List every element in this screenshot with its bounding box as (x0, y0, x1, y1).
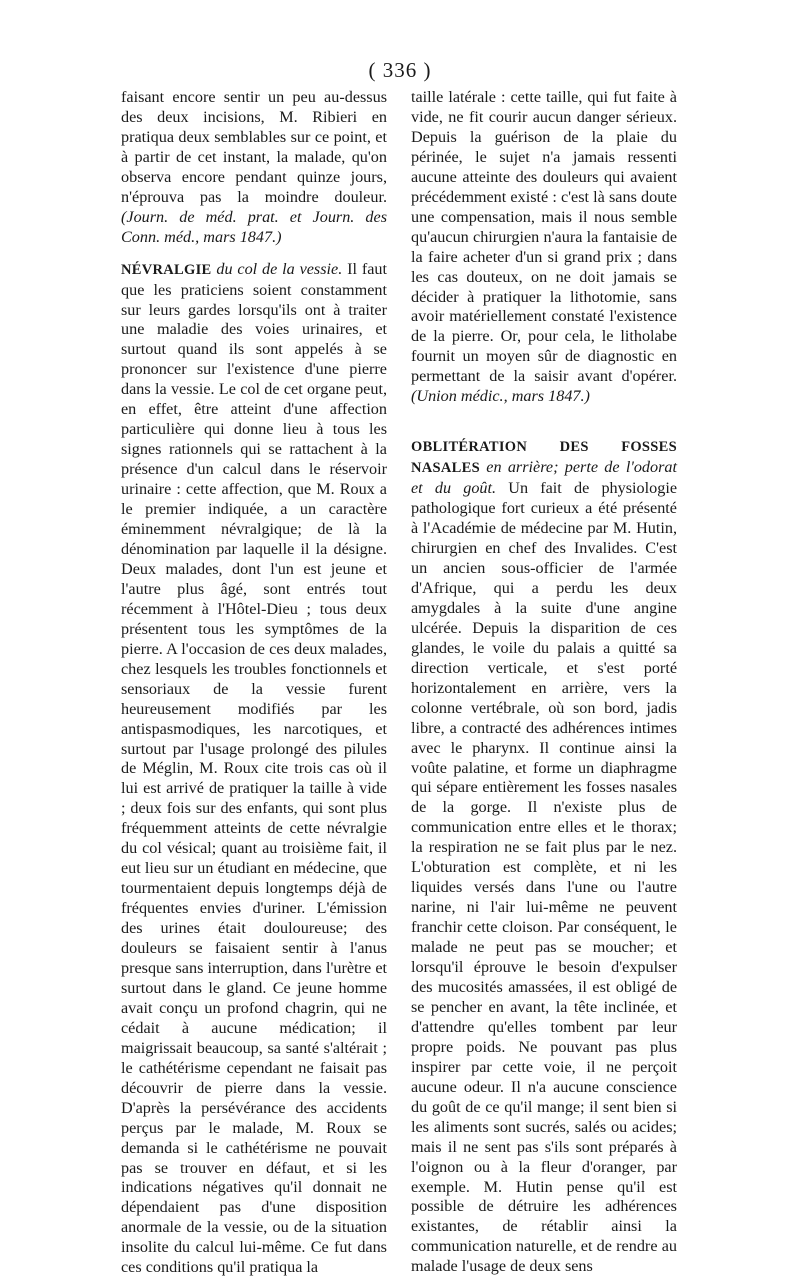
article-subheading: en arrière; perte de l'odorat et du goût. (411, 458, 677, 498)
article-body: Un fait de physiologie pathologique fort curieux a été présenté à l'Académie de médecine par M. Hutin, chirurgien en chef des Invalides. C'est un ancien sous-officier de l'armée d'Afrique, qui a perdu les deux amygdales à la suite d'une angine ulcérée. Depuis la disparition de ces glandes, le voile du palais a quitté sa direction verticale, et s'est porté horizontalement en arrière, vers la colonne vertébrale, où son bord, jadis libre, a contracté des adhérences intimes avec le pharynx. Il continue ainsi la voûte palatine, et forme un diaphragme qui sépare entièrement les fosses nasales de la gorge. Il n'existe plus de communication entre elles et le thorax; la respiration ne se fait plus par le nez. L'obturation est complète, et ni les liquides versés dans l'une ou l'autre narine, ni l'air lui-même ne peuvent franchir cette cloison. Par conséquent, le malade ne peut pas se moucher; et lorsqu'il éprouve le besoin d'expulser des mucosités amassées, il est obligé de se pencher en avant, la tête inclinée, et d'attendre qu'elles tombent par leur propre poids. Ne pouvant pas plus inspirer par cette voie, il ne perçoit aucune odeur. Il n'a aucune conscience du goût de ce qu'il mange; il sent bien si les aliments sont sucrés, salés ou acides; mais il ne sent pas s'ils sont préparés à l'oignon ou à la fleur d'oranger, par exemple. M. Hutin pense qu'il est possible de détruire les adhérences existantes, de rétablir ainsi la communication naturelle, et de rendre au malade l'usage de deux sens (411, 479, 677, 1276)
article-nevralgie (121, 260, 387, 1278)
article-heading: NÉVRALGIE (121, 261, 212, 278)
right-continuation-text: taille latérale : cette taille, qui fut faite à vide, ne fit courir aucun danger sérieux. Depuis la guérison de la plaie du périnée, le sujet n'a jamais ressenti aucune atteinte des douleurs qui avaient précédemment existé : c'est là sans doute une compensation, mais il nous semble qu'aucun chirurgien n'aura la fantaisie de la faire acheter d'un si grand prix ; dans les cas douteux, on ne doit jamais se décider à pratiquer la lithotomie, sans avoir matériellement constaté l'existence de la pierre. Or, pour cela, le litholabe fournit un moyen sûr de diagnostic en permettant de la saisir avant d'opérer. (411, 88, 677, 386)
left-column (121, 88, 387, 1278)
left-continuation-citation: (Journ. de méd. prat. et Journ. des Conn. méd., mars 1847.) (121, 207, 387, 246)
article-obliteration (411, 437, 677, 1277)
article-body: Il faut que les praticiens soient constamment sur leurs gardes lorsqu'ils ont à traiter une maladie des voies urinaires, et surtout quand ils sont appelés à se prononcer sur l'existence d'une pierre dans la vessie. Le col de cet organe peut, en effet, être atteint d'une affection particulière qui donne lieu à tous les signes rationnels qui se rattachent à la présence d'un calcul dans le réservoir urinaire : cette affection, que M. Roux a le premier indiquée, a un caractère éminemment névralgique; de là la dénomination par laquelle il la désigne. Deux malades, dont l'un est jeune et l'autre plus âgé, sont entrés tout récemment à l'Hôtel-Dieu ; tous deux présentent tous les symptômes de la pierre. A l'occasion de ces deux malades, chez lesquels les troubles fonctionnels et sensoriaux de la vessie furent heureusement modifiés par les antispasmodiques, les narcotiques, et surtout par l'usage prolongé des pilules de Méglin, M. Roux cite trois cas où il lui est arrivé de pratiquer la taille à vide ; deux fois sur des enfants, qui sont plus fréquemment atteints de cette névralgie du col vésical; quant au troisième fait, il eut lieu sur un étudiant en médecine, que tourmentaient depuis longtemps déjà de fréquentes envies d'uriner. L'émission des urines était douloureuse; des douleurs se faisaient sentir à l'anus presque sans interruption, dans l'urètre et surtout dans le gland. Ce jeune homme avait conçu un profond chagrin, qui ne cédait à aucune médication; il maigrissait beaucoup, sa santé s'altérait ; le cathétérisme cependant ne faisait pas découvrir de pierre dans la vessie. D'après la persévérance des accidents perçus par le malade, M. Roux se demanda si le cathétérisme ne pouvait pas se trouver en défaut, et si les indications négatives qu'il donnait ne dépendaient pas d'une disposition anormale de la vessie, ou de la situation insolite du calcul lui-même. Ce fut dans ces conditions qu'il pratiqua la (121, 259, 388, 1277)
right-column (411, 88, 677, 1277)
article-subheading: du col de la vessie. (216, 259, 343, 278)
left-continuation-text: faisant encore sentir un peu au-dessus des deux incisions, M. Ribieri en pratiqua deux semblables sur ce point, et à partir de cet instant, la malade, qu'on observa encore pendant quinze jours, n'éprouva pas la moindre douleur. (121, 88, 387, 206)
article-heading: OBLITÉRATION DES FOSSES NASALES (411, 439, 677, 477)
page-number: ( 336 ) (368, 58, 432, 82)
left-continuation (121, 88, 387, 248)
right-continuation (411, 88, 677, 407)
right-continuation-citation: (Union médic., mars 1847.) (411, 387, 590, 406)
